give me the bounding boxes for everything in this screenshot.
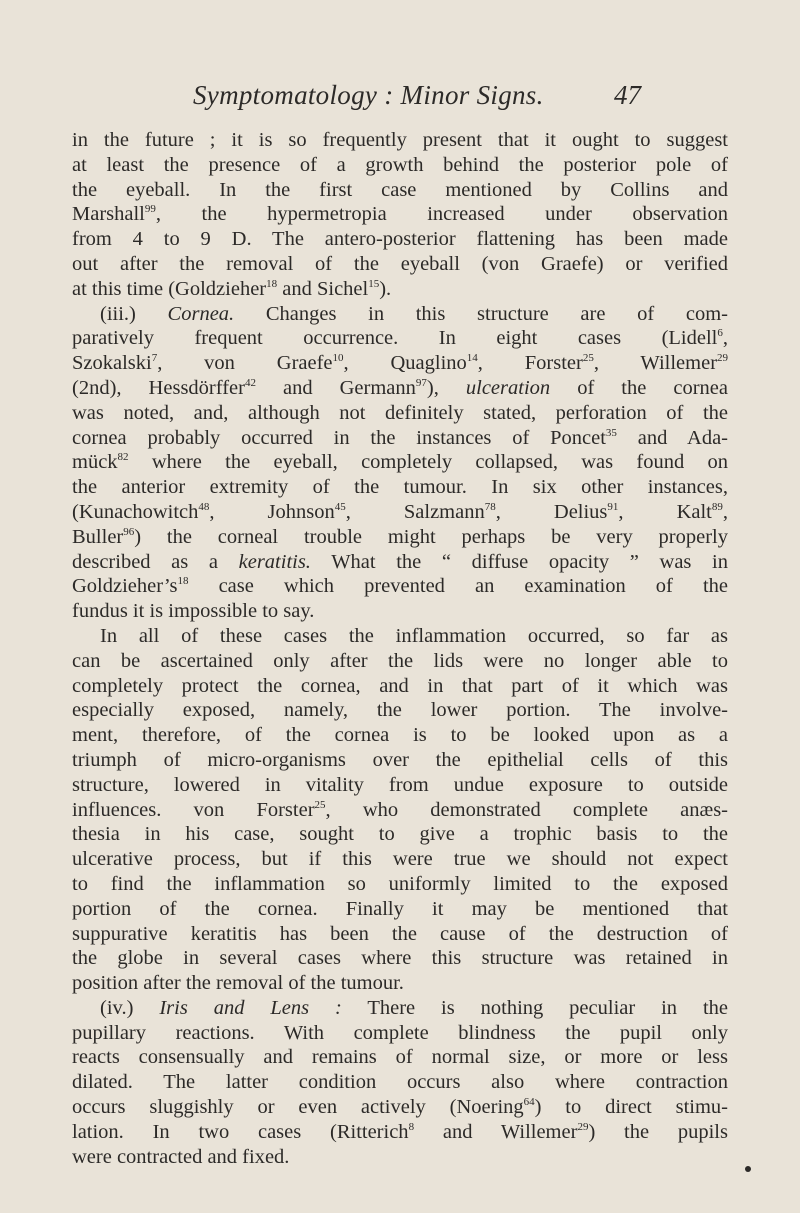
text-run: Szokalski	[72, 352, 152, 375]
text-line	[72, 1045, 728, 1070]
text-run: triumph of micro-organisms over the epithelial cells of this	[72, 748, 728, 771]
text-run: where the eyeball, completely collapsed, was found on	[128, 451, 728, 474]
italic-text: Cornea.	[167, 302, 235, 325]
text-line	[72, 798, 728, 823]
text-run: to find the inflammation so uniformly limited to the exposed	[72, 872, 728, 895]
text-line	[72, 227, 728, 252]
text-run: In all of these cases the inflammation occurred, so far as	[100, 624, 728, 647]
text-run: and Germann	[255, 376, 416, 399]
text-line	[72, 649, 728, 674]
body-text	[72, 128, 728, 1169]
text-line	[72, 946, 728, 971]
text-line	[72, 1070, 728, 1095]
reference-superscript: 18	[266, 277, 278, 290]
text-run: position after the removal of the tumour.	[72, 972, 404, 995]
text-run: portion of the cornea. Finally it may be mentioned that	[72, 897, 728, 920]
text-run: thesia in his case, sought to give a trophic basis to the	[72, 823, 728, 846]
text-run: , who demonstrated complete anæs-	[325, 798, 729, 821]
text-run: cornea probably occurred in the instances of Poncet	[72, 426, 606, 449]
text-run: case which prevented an examination of the	[188, 575, 728, 598]
text-run: at this time (Goldzieher	[72, 277, 267, 300]
text-line	[72, 574, 728, 599]
text-run: (2nd), Hessdörffer	[72, 376, 245, 399]
reference-superscript: 6	[717, 327, 723, 340]
reference-superscript: 35	[605, 426, 617, 439]
text-run: occurs sluggishly or even actively (Noering	[72, 1096, 524, 1119]
reference-superscript: 29	[717, 352, 729, 365]
text-run: out after the removal of the eyeball (von Graefe) or verified	[72, 252, 728, 275]
margin-dot-mark	[745, 1166, 751, 1172]
italic-text: Iris and Lens :	[159, 996, 342, 1019]
text-run: from 4 to 9 D. The antero-posterior flattening has been made	[72, 228, 728, 251]
text-run: , Kalt	[618, 500, 712, 523]
text-run: ) the corneal trouble might perhaps be very properly	[134, 525, 728, 548]
text-run: the globe in several cases where this structure was retained in	[72, 947, 728, 970]
text-run: , Johnson	[209, 500, 335, 523]
text-line	[72, 773, 728, 798]
text-line	[72, 351, 728, 376]
text-line	[72, 326, 728, 351]
reference-superscript: 7	[151, 352, 158, 365]
text-line	[72, 872, 728, 897]
text-line	[72, 599, 728, 624]
text-line	[72, 500, 728, 525]
reference-superscript: 78	[484, 500, 496, 513]
text-run: ,	[722, 327, 728, 350]
text-line	[72, 202, 728, 227]
text-run: can be ascertained only after the lids were no longer able to	[72, 649, 728, 672]
text-run: , Forster	[477, 352, 583, 375]
reference-superscript: 18	[177, 575, 189, 588]
reference-superscript: 99	[144, 203, 156, 216]
text-run: , Quaglino	[343, 352, 467, 375]
text-line	[72, 153, 728, 178]
text-run: especially exposed, namely, the lower portion. The involve-	[72, 699, 728, 722]
text-line	[72, 674, 728, 699]
reference-superscript: 45	[334, 500, 346, 513]
text-run: ment, therefore, of the cornea is to be looked upon as a	[72, 724, 728, 747]
reference-superscript: 25	[582, 352, 594, 365]
text-run: What the “ diffuse opacity ” was in	[310, 550, 728, 573]
text-run: ).	[379, 277, 392, 300]
text-run: paratively frequent occurrence. In eight cases (Lidell	[72, 327, 718, 350]
reference-superscript: 48	[198, 500, 210, 513]
text-run: and Ada-	[616, 426, 729, 449]
reference-superscript: 25	[314, 798, 326, 811]
text-line	[72, 1145, 728, 1170]
text-run: , von Graefe	[157, 352, 333, 375]
text-run: completely protect the cornea, and in that part of it which was	[72, 674, 728, 697]
text-line	[72, 550, 728, 575]
text-line	[72, 1021, 728, 1046]
reference-superscript: 14	[466, 352, 478, 365]
text-run: , Delius	[495, 500, 608, 523]
text-run: Changes in this structure are of com-	[234, 302, 728, 325]
text-line	[72, 897, 728, 922]
reference-superscript: 8	[408, 1120, 415, 1133]
text-run: ,	[722, 500, 728, 523]
text-line	[72, 277, 728, 302]
text-line	[72, 128, 728, 153]
text-run: the eyeball. In the first case mentioned by Collins and	[72, 178, 728, 201]
page-number: 47	[614, 80, 641, 110]
text-line	[72, 1095, 728, 1120]
text-line	[72, 401, 728, 426]
reference-superscript: 42	[244, 376, 256, 389]
text-line	[72, 178, 728, 203]
text-run: reacts consensually and remains of normal size, or more or less	[72, 1046, 728, 1069]
reference-superscript: 10	[332, 352, 344, 365]
reference-superscript: 96	[123, 525, 135, 538]
text-run: dilated. The latter condition occurs also where contraction	[72, 1071, 728, 1094]
text-run: mück	[72, 451, 118, 474]
text-line	[72, 525, 728, 550]
text-run: influences. von Forster	[72, 798, 315, 821]
text-line	[72, 971, 728, 996]
text-line	[72, 748, 728, 773]
text-run: Buller	[72, 525, 124, 548]
text-run: lation. In two cases (Ritterich	[72, 1120, 409, 1143]
text-line	[72, 624, 728, 649]
text-run: and Willemer	[414, 1120, 578, 1143]
italic-text: keratitis.	[238, 550, 311, 573]
running-head	[0, 80, 800, 120]
reference-superscript: 89	[711, 500, 723, 513]
running-title: Symptomatology : Minor Signs.	[193, 80, 544, 110]
text-run: Marshall	[72, 203, 145, 226]
text-run: ),	[426, 376, 466, 399]
text-line	[72, 1120, 728, 1145]
text-run: ulcerative process, but if this were true we should not expect	[72, 848, 728, 871]
text-run: Goldzieher’s	[72, 575, 178, 598]
text-run: at least the presence of a growth behind the posterior pole of	[72, 153, 728, 176]
text-run: in the future ; it is so frequently present that it ought to suggest	[72, 129, 728, 151]
text-run: , Willemer	[593, 352, 718, 375]
text-run: ) the pupils	[588, 1120, 728, 1143]
text-line	[72, 426, 728, 451]
italic-text: ulceration	[465, 376, 551, 399]
reference-superscript: 97	[415, 376, 427, 389]
text-run: were contracted and fixed.	[72, 1145, 290, 1168]
text-run: ) to direct stimu-	[534, 1096, 728, 1119]
text-line	[72, 252, 728, 277]
reference-superscript: 91	[607, 500, 619, 513]
text-line	[72, 723, 728, 748]
reference-superscript: 29	[577, 1120, 589, 1133]
text-run: the anterior extremity of the tumour. In six other instances,	[72, 476, 728, 499]
text-line	[72, 376, 728, 401]
text-run: was noted, and, although not definitely stated, perforation of the	[72, 401, 728, 424]
text-line	[72, 302, 728, 327]
reference-superscript: 64	[523, 1096, 535, 1109]
reference-superscript: 15	[368, 277, 380, 290]
text-run: There is nothing peculiar in the	[341, 996, 728, 1019]
text-run: , the hypermetropia increased under observation	[155, 203, 728, 226]
text-run: of the cornea	[550, 376, 728, 399]
text-run: , Salzmann	[345, 500, 485, 523]
text-run: (iv.)	[100, 996, 160, 1019]
reference-superscript: 82	[117, 451, 129, 464]
text-run: (Kunachowitch	[72, 500, 199, 523]
text-line	[72, 847, 728, 872]
text-line	[72, 698, 728, 723]
text-line	[72, 996, 728, 1021]
text-run: suppurative keratitis has been the cause of the destruction of	[72, 922, 728, 945]
text-run: and Sichel	[277, 277, 369, 300]
text-run: (iii.)	[100, 302, 168, 325]
text-run: pupillary reactions. With complete blindness the pupil only	[72, 1021, 728, 1044]
text-run: fundus it is impossible to say.	[72, 600, 315, 623]
text-line	[72, 475, 728, 500]
text-run: structure, lowered in vitality from undue exposure to outside	[72, 773, 728, 796]
text-line	[72, 922, 728, 947]
text-line	[72, 822, 728, 847]
text-run: described as a	[72, 550, 239, 573]
text-line	[72, 450, 728, 475]
